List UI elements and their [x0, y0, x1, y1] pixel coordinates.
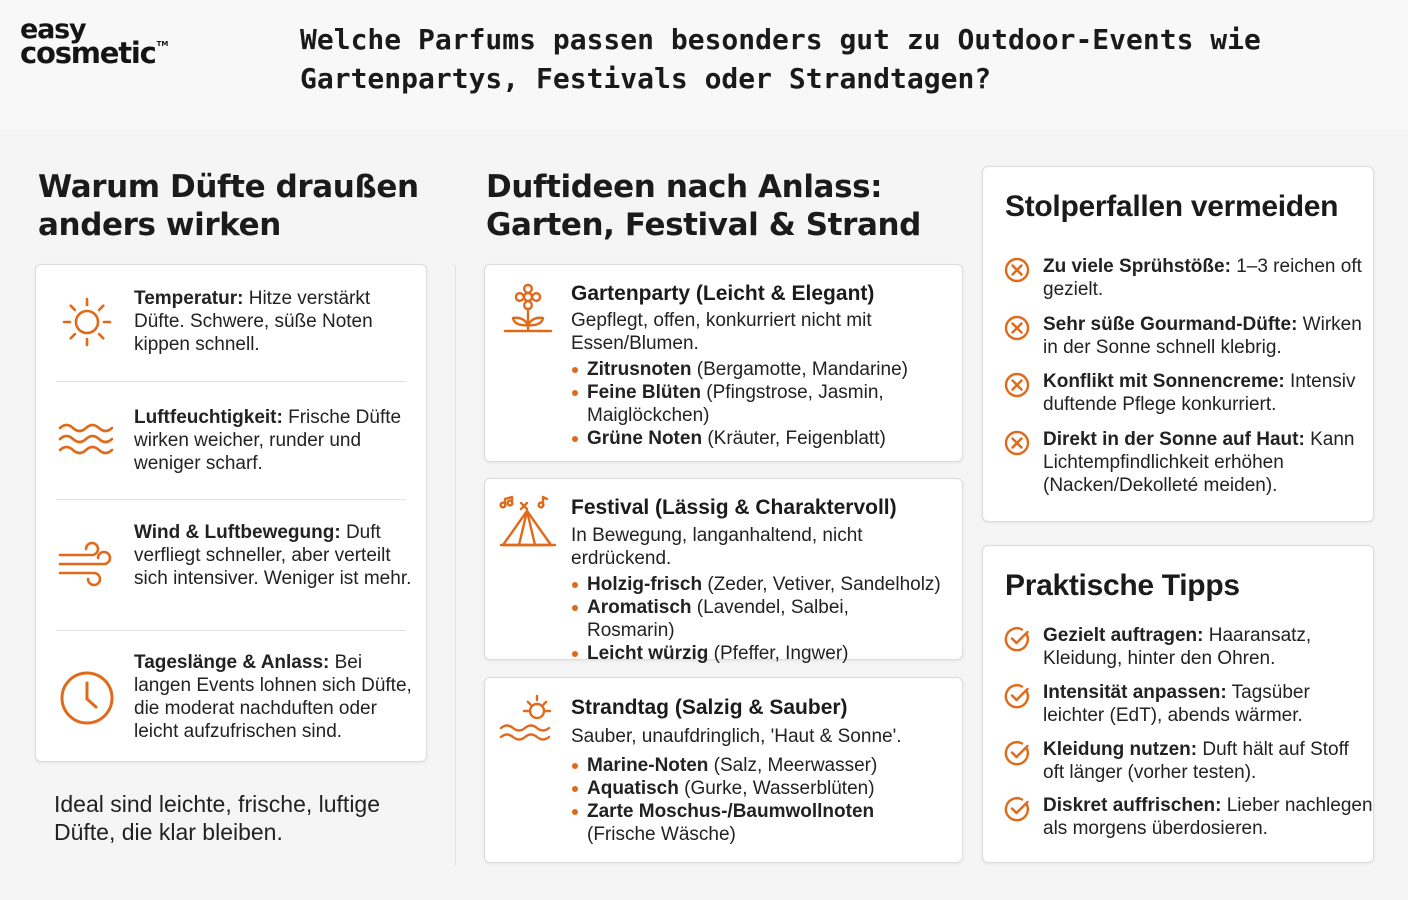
note-list: [571, 358, 941, 450]
pitfall-text: [1043, 313, 1373, 359]
note-label: Aquatisch: [587, 778, 679, 799]
note-detail: (Zeder, Vetiver, Sandelholz): [702, 574, 941, 595]
tip-label: Diskret auffrischen:: [1043, 795, 1222, 816]
list-item: [571, 573, 941, 596]
factor-description: Bei langen Events lohnen sich Düfte, die moderat nachduften oder leicht aufzufrischen sind.: [134, 652, 412, 742]
note-label: Zitrusnoten: [587, 359, 692, 380]
clock-icon: [56, 667, 118, 729]
tip-label: Intensität anpassen:: [1043, 682, 1227, 703]
divider: [56, 381, 406, 382]
factor-text: [134, 406, 424, 475]
waves-icon: [56, 408, 118, 470]
occasion-card-festival: [484, 478, 963, 664]
x-circle-icon: [1003, 314, 1031, 342]
divider: [56, 630, 406, 631]
tip-text: [1043, 681, 1373, 727]
note-detail: (Frische Wäsche): [587, 824, 736, 845]
tip-description: Tagsüber leichter (EdT), abends wärmer.: [1043, 682, 1310, 726]
tip-text: [1043, 624, 1373, 670]
note-label: Grüne Noten: [587, 428, 703, 449]
note-label: Marine-Noten: [587, 755, 709, 776]
x-circle-icon: [1003, 256, 1031, 284]
tip-label: Kleidung nutzen:: [1043, 739, 1198, 760]
check-circle-icon: [1003, 795, 1031, 823]
factor-text: [134, 651, 424, 743]
note-label: Leicht würzig: [587, 643, 709, 664]
tip-label: Gezielt auftragen:: [1043, 625, 1204, 646]
column-divider: [455, 265, 456, 865]
tip-description: Haaransatz, Kleidung, hinter den Ohren.: [1043, 625, 1312, 669]
factor-text: [134, 287, 424, 356]
occasion-title: Festival (Lässig & Charaktervoll): [571, 496, 897, 519]
sun-over-waves-icon: [499, 690, 557, 748]
check-circle-icon: [1003, 625, 1031, 653]
list-item: [571, 777, 941, 800]
list-item: [571, 358, 941, 381]
note-detail: (Bergamotte, Mandarine): [691, 359, 908, 380]
factor-label: Wind & Luftbewegung:: [134, 522, 341, 543]
middle-column-title: Duftideen nach Anlass: Garten, Festival & Strand: [486, 169, 921, 243]
brand-logo[interactable]: [20, 14, 169, 71]
tips-title: Praktische Tipps: [1005, 569, 1240, 602]
note-detail: (Gurke, Wasserblüten): [678, 778, 875, 799]
note-detail: (Kräuter, Feigenblatt): [702, 428, 886, 449]
pitfall-label: Sehr süße Gourmand-Düfte:: [1043, 314, 1298, 335]
list-item: [571, 596, 941, 642]
occasion-card-beach: [484, 677, 963, 863]
pitfall-label: Zu viele Sprühstöße:: [1043, 256, 1231, 277]
left-column-title: Warum Düfte draußen anders wirken: [38, 169, 419, 243]
tip-description: Lieber nachlegen als morgens überdosieren.: [1043, 795, 1373, 839]
factor-text: [134, 521, 424, 590]
factor-label: Tageslänge & Anlass:: [134, 652, 330, 673]
pitfall-description: Intensiv duftende Pflege konkurriert.: [1043, 371, 1356, 415]
note-detail: (Lavendel, Salbei, Rosmarin): [587, 597, 849, 641]
pitfall-label: Direkt in der Sonne auf Haut:: [1043, 429, 1305, 450]
occasion-description: In Bewegung, langanhaltend, nicht erdrückend.: [571, 525, 863, 569]
pitfall-description: Wirken in der Sonne schnell klebrig.: [1043, 314, 1362, 358]
note-label: Zarte Moschus-/Baumwollnoten: [587, 801, 875, 822]
occasion-title: Gartenparty (Leicht & Elegant): [571, 282, 875, 305]
occasion-description: Gepflegt, offen, konkurriert nicht mit Essen/Blumen.: [571, 310, 872, 354]
pitfall-description: 1–3 reichen oft gezielt.: [1043, 256, 1362, 300]
list-item: [571, 642, 941, 665]
tip-description: Duft hält auf Stoff oft länger (vorher testen).: [1043, 739, 1349, 783]
note-detail: (Pfeffer, Ingwer): [708, 643, 849, 664]
tip-text: [1043, 738, 1373, 784]
x-circle-icon: [1003, 429, 1031, 457]
factor-description: Hitze verstärkt Düfte. Schwere, süße Noten kippen schnell.: [134, 288, 373, 355]
list-item: [571, 754, 941, 777]
festival-tent-icon: [499, 493, 557, 551]
pitfalls-title: Stolperfallen vermeiden: [1005, 190, 1339, 223]
logo-line-2-text: cosmetic: [20, 36, 156, 71]
logo-line-1: easy: [20, 14, 86, 45]
pitfall-text: [1043, 428, 1373, 497]
factors-card: [35, 264, 427, 762]
factor-label: Luftfeuchtigkeit:: [134, 407, 283, 428]
tips-card: [982, 545, 1374, 863]
summary-text: Ideal sind leichte, frische, luftige Düfte, die klar bleiben.: [54, 791, 381, 845]
wind-icon: [56, 531, 118, 593]
divider: [56, 499, 406, 500]
note-label: Aromatisch: [587, 597, 692, 618]
list-item: [571, 381, 941, 427]
check-circle-icon: [1003, 682, 1031, 710]
note-label: Feine Blüten: [587, 382, 702, 403]
sun-icon: [56, 291, 118, 353]
note-list: [571, 754, 941, 846]
factor-description: Frische Düfte wirken weicher, runder und weniger scharf.: [134, 407, 402, 474]
note-detail: (Pfingstrose, Jasmin, Maiglöckchen): [587, 382, 884, 426]
factor-description: Duft verfliegt schneller, aber verteilt sich intensiver. Weniger ist mehr.: [134, 522, 412, 589]
factor-label: Temperatur:: [134, 288, 244, 309]
occasion-description: Sauber, unaufdringlich, 'Haut & Sonne'.: [571, 726, 902, 747]
header: [0, 0, 1408, 130]
flower-icon: [499, 281, 557, 339]
pitfall-text: [1043, 255, 1373, 301]
note-detail: (Salz, Meerwasser): [708, 755, 878, 776]
note-label: Holzig-frisch: [587, 574, 703, 595]
trademark-mark: TM: [156, 40, 169, 49]
tip-text: [1043, 794, 1373, 840]
logo-line-2: [20, 36, 169, 71]
pitfalls-card: [982, 166, 1374, 522]
page-title: Welche Parfums passen besonders gut zu Outdoor-Events wie Gartenpartys, Festivals oder Strandtagen?: [300, 23, 1261, 95]
list-item: [571, 800, 941, 846]
check-circle-icon: [1003, 739, 1031, 767]
list-item: [571, 427, 941, 450]
pitfall-text: [1043, 370, 1373, 416]
occasion-card-garden: [484, 264, 963, 462]
x-circle-icon: [1003, 371, 1031, 399]
note-list: [571, 573, 941, 665]
occasion-title: Strandtag (Salzig & Sauber): [571, 696, 848, 719]
pitfall-description: Kann Lichtempfindlichkeit erhöhen (Nacken/Dekolleté meiden).: [1043, 429, 1355, 496]
pitfall-label: Konflikt mit Sonnencreme:: [1043, 371, 1285, 392]
